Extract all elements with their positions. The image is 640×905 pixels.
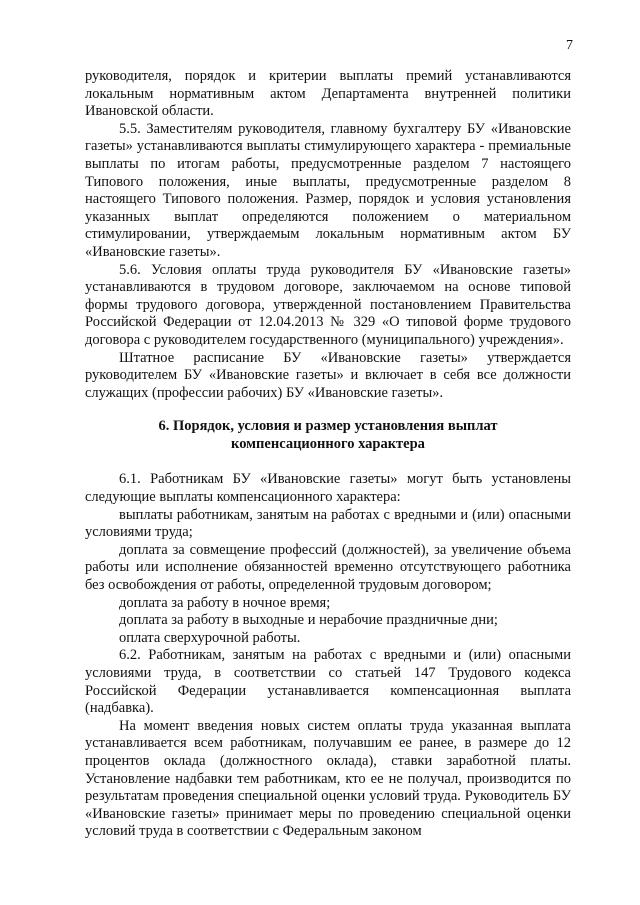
- section-heading-line-2: компенсационного характера: [231, 435, 425, 452]
- section-heading: [85, 418, 571, 453]
- paragraph-6-1: 6.1. Работникам БУ «Ивановские газеты» могут быть установлены следующие выплаты компенсационного характера:: [85, 471, 571, 506]
- paragraph-staff-schedule: Штатное расписание БУ «Ивановские газеты» утверждается руководителем БУ «Ивановские газеты» и включает в себя все должности служащих (профессии рабочих) БУ «Ивановские газеты».: [85, 349, 571, 401]
- paragraph-6-2: 6.2. Работникам, занятым на работах с вредными и (или) опасными условиями труда, в соответствии со статьей 147 Трудового кодекса Российской Федерации устанавливается компенсационная выплата (надбавка).: [85, 647, 571, 717]
- page-number: 7: [566, 38, 573, 53]
- section-heading-line-1: 6. Порядок, условия и размер установления выплат: [158, 418, 498, 435]
- paragraph-5-5: 5.5. Заместителям руководителя, главному бухгалтеру БУ «Ивановские газеты» устанавливаются выплаты стимулирующего характера - премиальные выплаты по итогам работы, предусмотренные разделом 7 настоящего Типового положения, иные выплаты, предусмотренные разделом 8 настоящего Типового положения. Размер, порядок и условия установления указанных выплат определяются положением о материальном стимулировании, утверждаемым локальным нормативным актом БУ «Ивановские газеты».: [85, 120, 571, 260]
- document-body: [85, 68, 571, 841]
- list-item-overtime: оплата сверхурочной работы.: [119, 629, 301, 646]
- paragraph-allowance: На момент введения новых систем оплаты труда указанная выплата устанавливается всем работникам, получавшим ее ранее, в размере до 12 процентов оклада (должностного оклада), ставки заработной платы. Установление надбавки тем работникам, кто ее не получал, производится по результатам проведения специальной оценки условий труда. Руководитель БУ «Ивановские газеты» принимает меры по проведению специальной оценки условий труда в соответствии с Федеральным законом: [85, 717, 571, 840]
- list-item-combined-duties: доплата за совмещение профессий (должностей), за увеличение объема работы или исполнение обязанностей временно отсутствующего работника без освобождения от работы, определенной трудовым договором;: [85, 541, 571, 594]
- list-item-night-work: доплата за работу в ночное время;: [119, 594, 331, 611]
- paragraph-continuation: руководителя, порядок и критерии выплаты премий устанавливаются локальным нормативным актом Департамента внутренней политики Ивановской области.: [85, 68, 571, 120]
- list-item-hazardous-work: выплаты работникам, занятым на работах с вредными и (или) опасными условиями труда;: [85, 506, 571, 541]
- list-item-holiday-work: доплата за работу в выходные и нерабочие праздничные дни;: [119, 612, 498, 629]
- paragraph-5-6: 5.6. Условия оплаты труда руководителя БУ «Ивановские газеты» устанавливаются в трудовом договоре, заключаемом на основе типовой формы трудового договора, утвержденной постановлением Правительства Российской Федерации от 12.04.2013 № 329 «О типовой форме трудового договора с руководителем государственного (муниципального) учреждения».: [85, 261, 571, 348]
